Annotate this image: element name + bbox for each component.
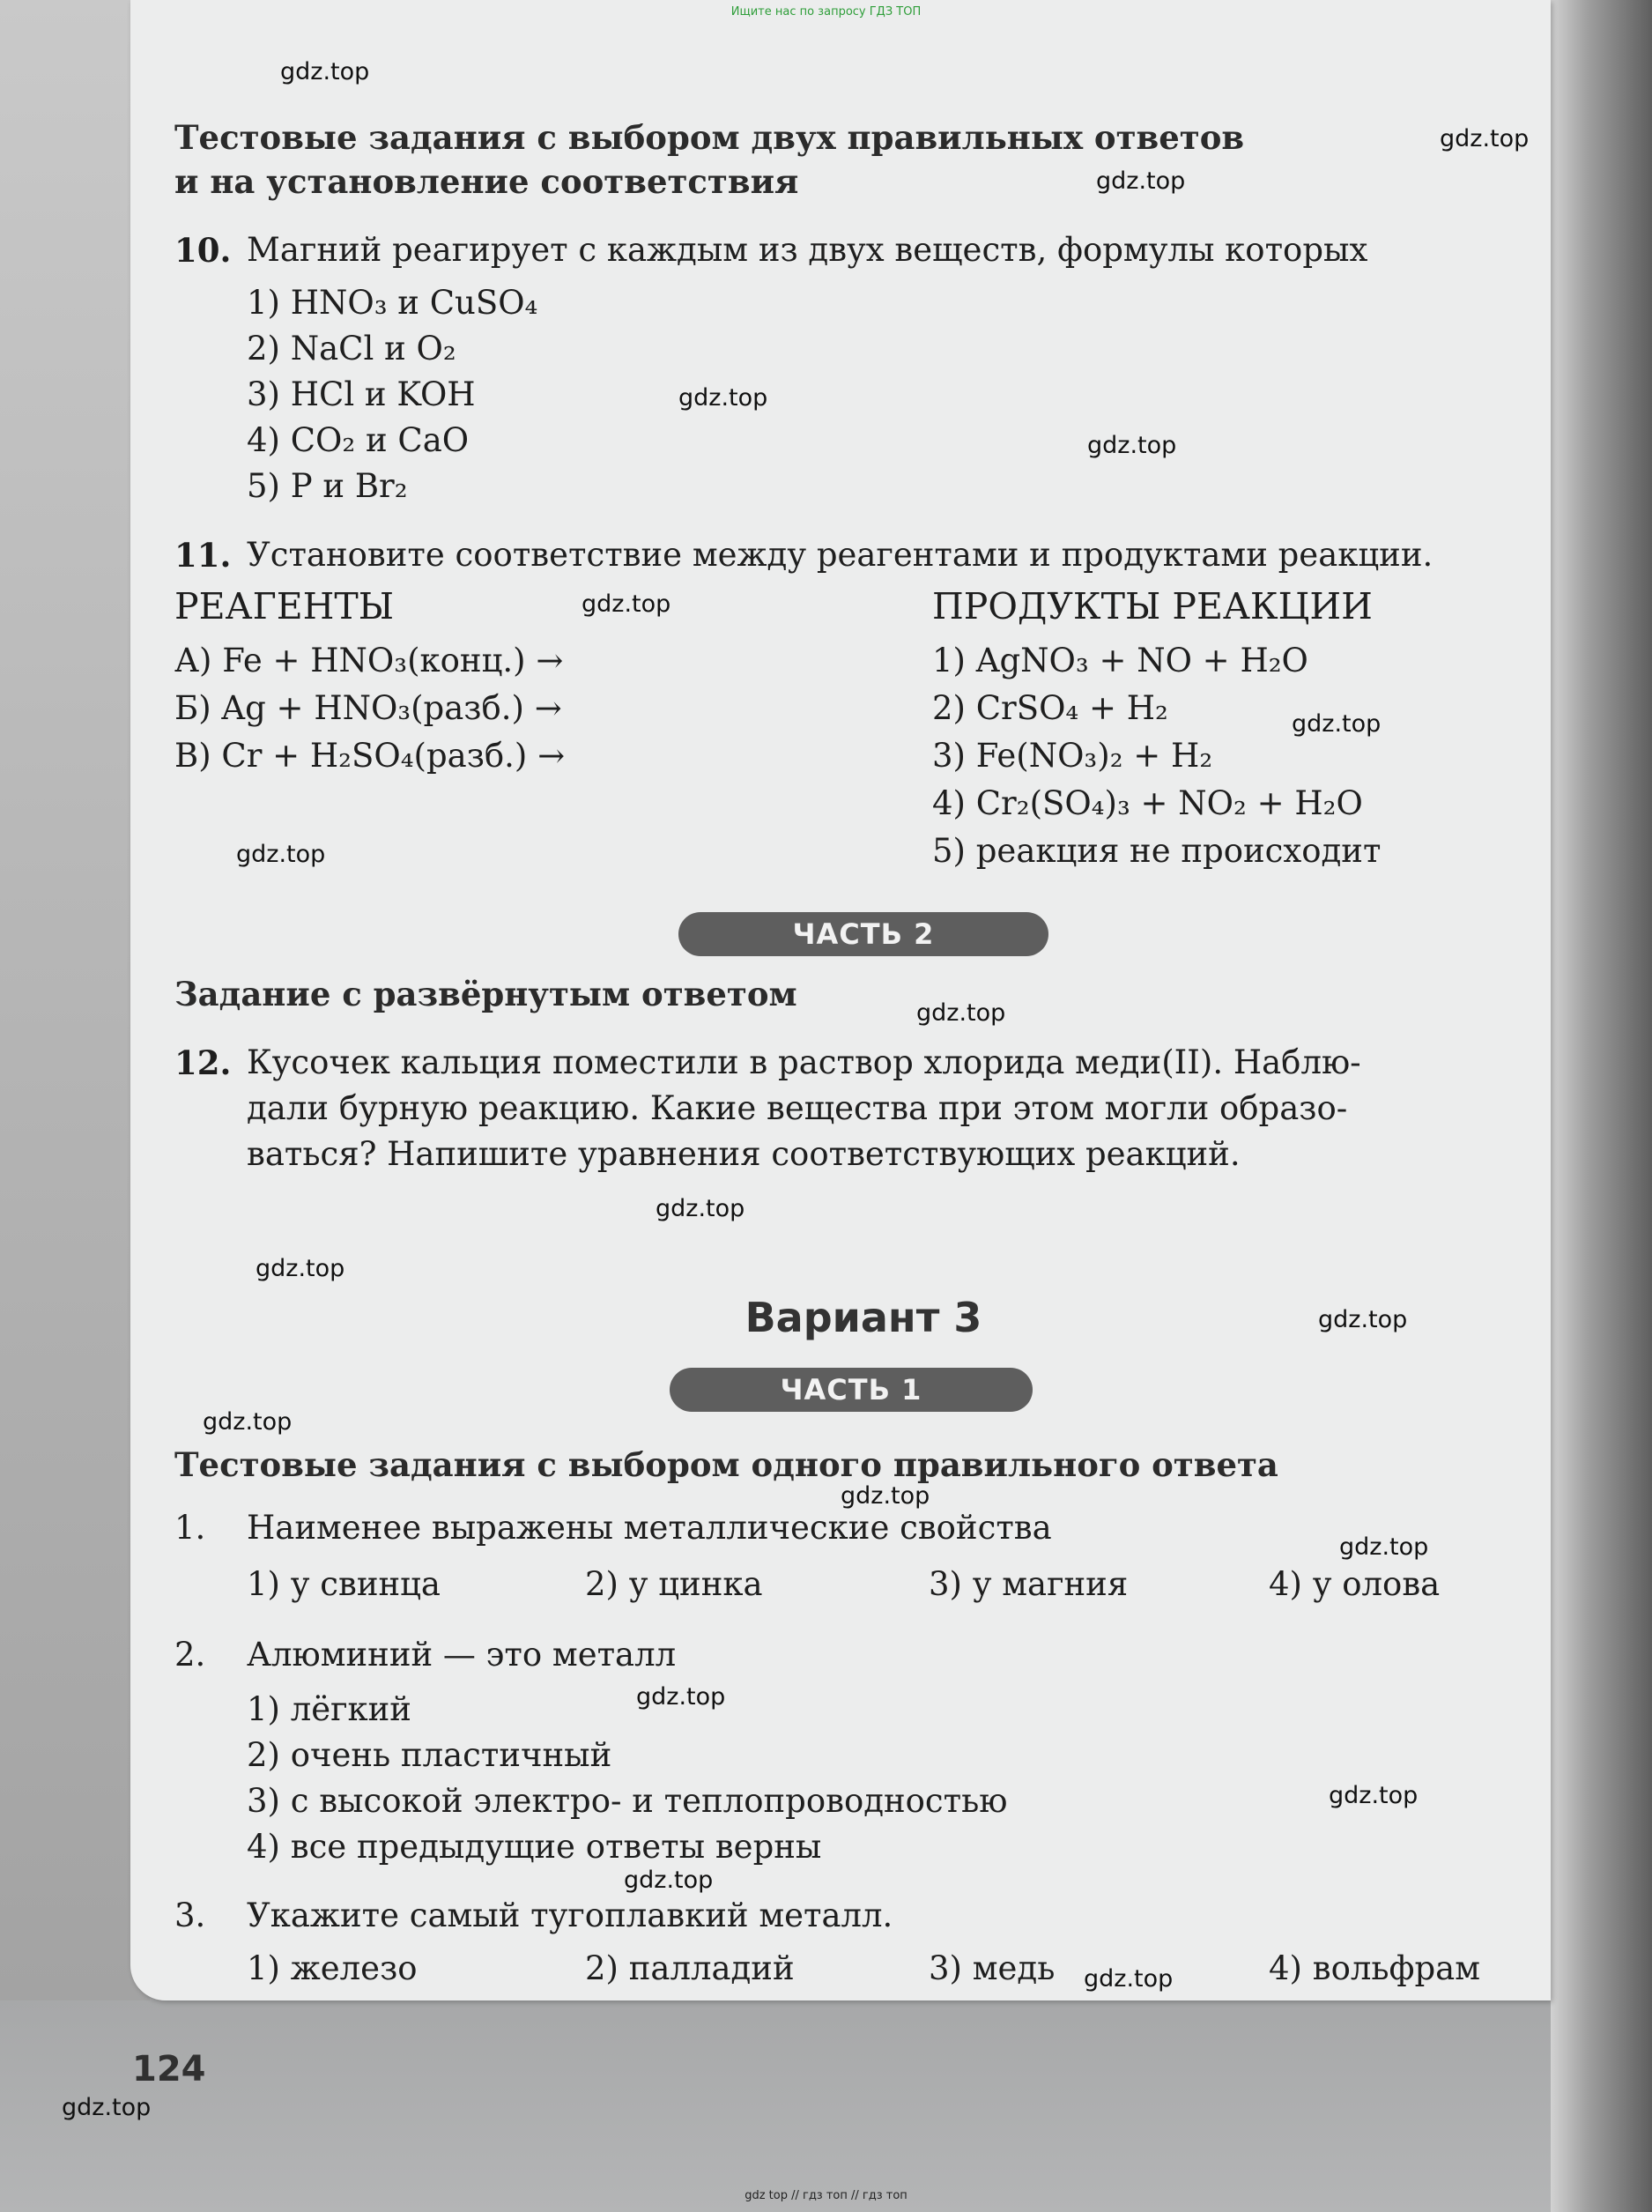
variant-heading: Тестовые задания с выбором одного правильного ответа — [174, 1445, 1278, 1484]
watermark: gdz.top — [1329, 1782, 1419, 1809]
reagent-a: А) Fe + HNO₃(конц.) → — [174, 642, 564, 679]
reagent-b: Б) Ag + HNO₃(разб.) → — [174, 689, 562, 727]
q1-option-2: 2) у цинка — [585, 1565, 763, 1603]
q3-option-1: 1) железо — [247, 1949, 418, 1987]
watermark: gdz.top — [1339, 1533, 1429, 1561]
q10-option-2: 2) NaCl и O₂ — [247, 330, 456, 367]
watermark: gdz.top — [636, 1683, 726, 1711]
watermark: gdz.top — [656, 1195, 745, 1222]
products-header: ПРОДУКТЫ РЕАКЦИИ — [932, 585, 1373, 627]
q10-option-5: 5) P и Br₂ — [247, 467, 408, 505]
product-2: 2) CrSO₄ + H₂ — [932, 689, 1168, 727]
question-11-text: Установите соответствие между реагентами и продуктами реакции. — [247, 536, 1433, 574]
page-number: 124 — [132, 2049, 206, 2090]
watermark: gdz.top — [280, 58, 370, 85]
q3-option-2: 2) палладий — [585, 1949, 795, 1987]
watermark: gdz.top — [1440, 125, 1530, 152]
q1-option-3: 3) у магния — [929, 1565, 1129, 1603]
bottom-banner: gdz top // гдз топ // гдз топ — [745, 2189, 907, 2202]
q2-option-3: 3) с высокой электро- и теплопроводностью — [247, 1782, 1008, 1820]
q10-option-4: 4) CO₂ и CaO — [247, 421, 470, 459]
q2-option-1: 1) лёгкий — [247, 1690, 411, 1728]
book-spine-shadow — [1546, 0, 1652, 2212]
question-10-text: Магний реагирует с каждым из двух веществ, формулы которых — [247, 231, 1368, 269]
watermark: gdz.top — [256, 1255, 345, 1282]
background-left — [0, 0, 150, 2212]
product-1: 1) AgNO₃ + NO + H₂O — [932, 642, 1308, 679]
section-heading-line1: Тестовые задания с выбором двух правильных ответов — [174, 118, 1245, 157]
question-12-line3: ваться? Напишите уравнения соответствующих реакций. — [247, 1135, 1241, 1173]
page-bottom-area — [0, 2000, 1551, 2212]
watermark: gdz.top — [1096, 167, 1186, 195]
q1-option-1: 1) у свинца — [247, 1565, 441, 1603]
watermark: gdz.top — [203, 1408, 293, 1436]
reagent-v: В) Cr + H₂SO₄(разб.) → — [174, 737, 566, 775]
question-3-number: 3. — [174, 1897, 206, 1934]
q3-option-4: 4) вольфрам — [1269, 1949, 1480, 1987]
variant-title: Вариант 3 — [745, 1294, 982, 1341]
question-2-text: Алюминий — это металл — [247, 1636, 677, 1674]
q1-option-4: 4) у олова — [1269, 1565, 1441, 1603]
question-11-number: 11. — [174, 536, 232, 575]
watermark: gdz.top — [1292, 710, 1382, 738]
watermark: gdz.top — [582, 590, 671, 618]
product-4: 4) Cr₂(SO₄)₃ + NO₂ + H₂O — [932, 784, 1363, 822]
question-1-text: Наименее выражены металлические свойства — [247, 1509, 1052, 1547]
question-12-number: 12. — [174, 1043, 232, 1082]
question-10-number: 10. — [174, 231, 232, 270]
q3-option-3: 3) медь — [929, 1949, 1056, 1987]
watermark: gdz.top — [624, 1867, 714, 1894]
reagents-header: РЕАГЕНТЫ — [174, 585, 395, 627]
part-1-label: ЧАСТЬ 1 — [670, 1368, 1033, 1412]
watermark: gdz.top — [841, 1482, 930, 1510]
watermark: gdz.top — [916, 999, 1006, 1027]
watermark: gdz.top — [1087, 432, 1177, 459]
watermark: gdz.top — [1084, 1965, 1174, 1993]
section-heading-line2: и на установление соответствия — [174, 162, 799, 201]
q10-option-1: 1) HNO₃ и CuSO₄ — [247, 284, 538, 322]
product-5: 5) реакция не происходит — [932, 832, 1382, 870]
top-banner: Ищите нас по запросу ГДЗ ТОП — [730, 5, 922, 19]
watermark: gdz.top — [236, 841, 326, 868]
question-2-number: 2. — [174, 1636, 206, 1674]
q2-option-4: 4) все предыдущие ответы верны — [247, 1828, 822, 1866]
part-2-heading: Задание с развёрнутым ответом — [174, 975, 797, 1013]
watermark: gdz.top — [678, 384, 768, 412]
product-3: 3) Fe(NO₃)₂ + H₂ — [932, 737, 1213, 775]
part-2-label: ЧАСТЬ 2 — [678, 912, 1048, 956]
question-1-number: 1. — [174, 1509, 206, 1547]
question-12-line2: дали бурную реакцию. Какие вещества при этом могли образо- — [247, 1089, 1348, 1127]
q10-option-3: 3) HCl и KOH — [247, 375, 476, 413]
question-12-line1: Кусочек кальция поместили в раствор хлорида меди(II). Наблю- — [247, 1043, 1361, 1081]
watermark: gdz.top — [62, 2094, 152, 2121]
question-3-text: Укажите самый тугоплавкий металл. — [247, 1897, 893, 1934]
q2-option-2: 2) очень пластичный — [247, 1736, 612, 1774]
watermark: gdz.top — [1318, 1306, 1408, 1333]
